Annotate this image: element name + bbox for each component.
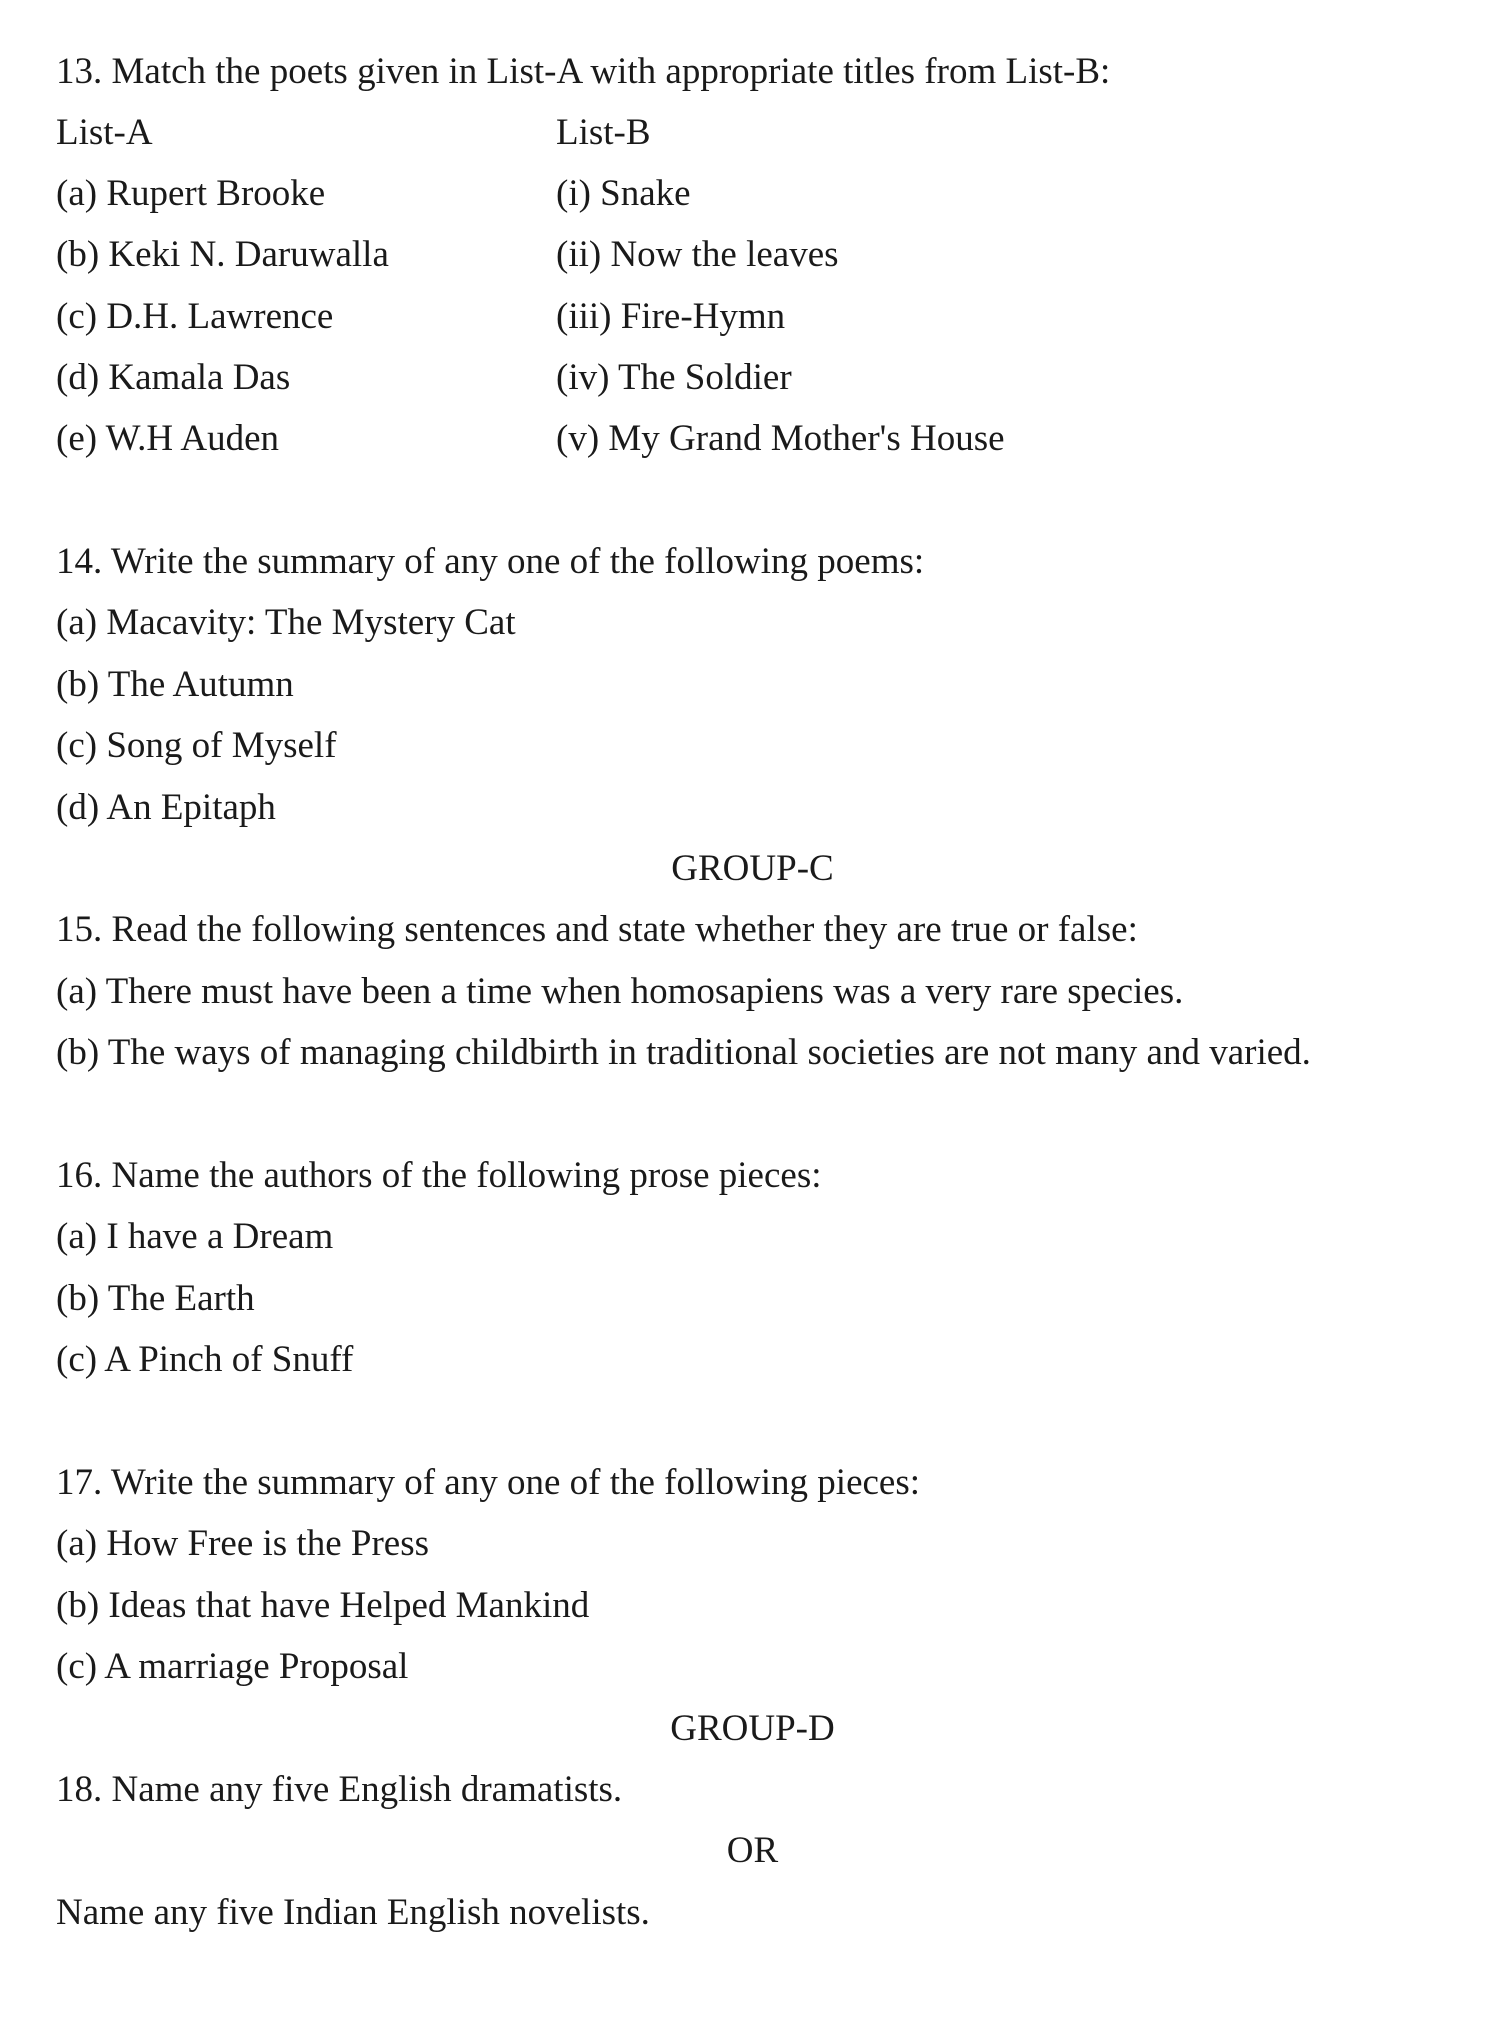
question-17: 17. Write the summary of any one of the following pieces: — [56, 1462, 921, 1503]
list-a-item: (d) Kamala Das — [56, 357, 291, 398]
list-b-item: (iii) Fire-Hymn — [556, 296, 786, 337]
list-a-item: (b) Keki N. Daruwalla — [56, 234, 389, 275]
list-b-item: (i) Snake — [556, 173, 691, 214]
group-c-heading: GROUP-C — [671, 848, 834, 889]
or-separator: OR — [726, 1830, 779, 1871]
option-item: (a) How Free is the Press — [56, 1523, 429, 1564]
option-item: (d) An Epitaph — [56, 787, 276, 828]
option-item: (b) The Autumn — [56, 664, 294, 705]
list-b-item: (iv) The Soldier — [556, 357, 792, 398]
option-item: (a) Macavity: The Mystery Cat — [56, 602, 516, 643]
option-item: (a) I have a Dream — [56, 1216, 334, 1257]
option-item: (b) Ideas that have Helped Mankind — [56, 1585, 590, 1626]
list-a-item: (c) D.H. Lawrence — [56, 296, 334, 337]
list-a-item: (e) W.H Auden — [56, 418, 279, 459]
question-18-alternative: Name any five Indian English novelists. — [56, 1892, 650, 1933]
question-18: 18. Name any five English dramatists. — [56, 1769, 623, 1810]
option-item: (c) A marriage Proposal — [56, 1646, 409, 1687]
option-item: (b) The ways of managing childbirth in traditional societies are not many and varied. — [56, 1032, 1311, 1073]
list-a-header: List-A — [56, 112, 153, 153]
list-a-item: (a) Rupert Brooke — [56, 173, 326, 214]
question-15: 15. Read the following sentences and state whether they are true or false: — [56, 909, 1138, 950]
list-b-item: (v) My Grand Mother's House — [556, 418, 1005, 459]
group-d-heading: GROUP-D — [670, 1708, 835, 1749]
list-b-item: (ii) Now the leaves — [556, 234, 839, 275]
option-item: (c) Song of Myself — [56, 725, 337, 766]
question-16: 16. Name the authors of the following prose pieces: — [56, 1155, 822, 1196]
option-item: (b) The Earth — [56, 1278, 255, 1319]
question-13: 13. Match the poets given in List-A with appropriate titles from List-B: — [56, 51, 1111, 92]
question-14: 14. Write the summary of any one of the following poems: — [56, 541, 925, 582]
option-item: (a) There must have been a time when homosapiens was a very rare species. — [56, 971, 1184, 1012]
list-b-header: List-B — [556, 112, 651, 153]
option-item: (c) A Pinch of Snuff — [56, 1339, 354, 1380]
